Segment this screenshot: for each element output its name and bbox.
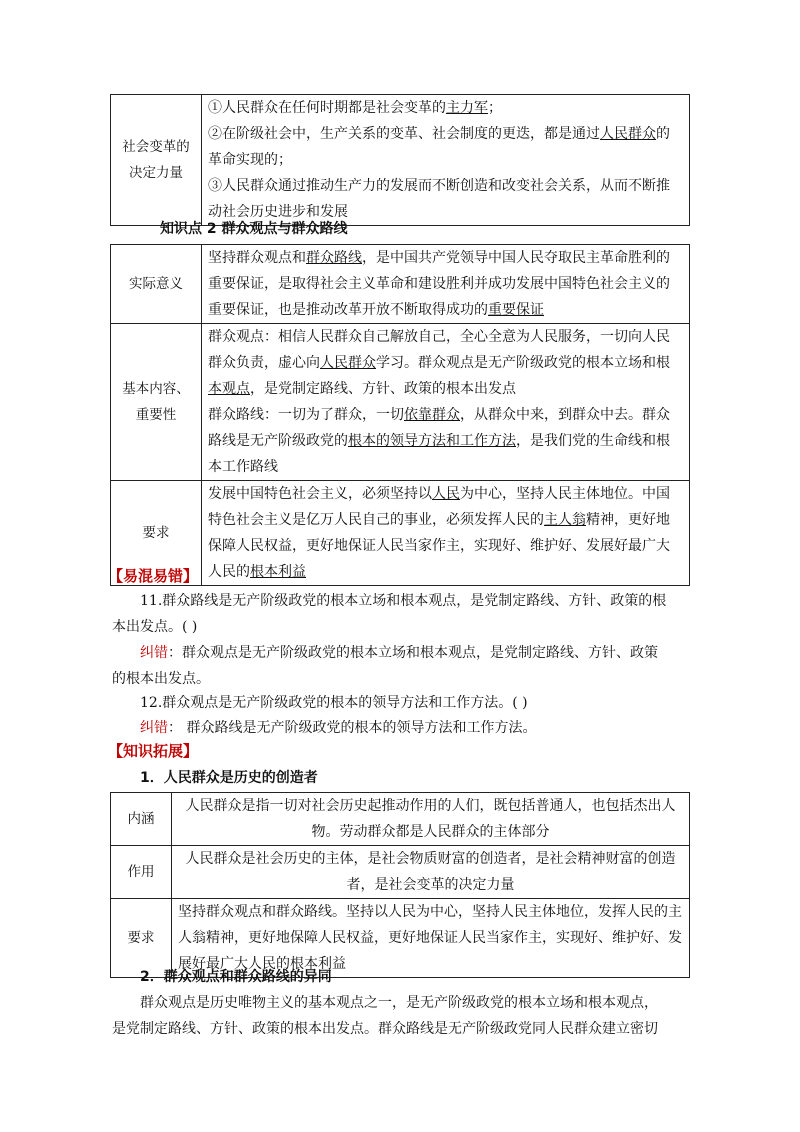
row-label: 内涵 xyxy=(111,793,172,846)
text-line: 坚持群众观点和群众路线，是中国共产党领导中国人民夺取民主革命胜利的 xyxy=(208,250,670,266)
text-line: 保障人民权益，更好地保证人民当家作主，实现好、维护好、发展好最广大 xyxy=(208,538,670,554)
row-label: 基本内容、 重要性 xyxy=(111,324,202,481)
text-line: 人民的根本利益 xyxy=(208,564,306,580)
text-line: 革命实现的； xyxy=(208,152,292,168)
text-line: 人民群众是指一切对社会历史起推动作用的人们，既包括普通人，也包括杰出人 xyxy=(185,798,676,814)
table-mass-line xyxy=(110,244,690,586)
text-line: 本观点，是党制定路线、方针、政策的根本出发点 xyxy=(208,381,516,397)
final-paragraph-cont: 是党制定路线、方针、政策的根本出发点。群众路线是无产阶级政党同人民群众建立密切 xyxy=(112,1021,658,1037)
section-title: 知识点 2 群众观点与群众路线 xyxy=(160,221,348,237)
question-12: 12.群众观点是无产阶级政党的根本的领导方法和工作方法。( ) xyxy=(140,695,528,711)
table-history-creators xyxy=(110,792,690,978)
text-line: 展好最广大人民的根本利益 xyxy=(178,956,346,972)
text-line: ①人民群众在任何时期都是社会变革的主力军； xyxy=(208,100,502,116)
text-line: 重要保证，是取得社会主义革命和建设胜利并成功发展中国特色社会主义的 xyxy=(208,276,670,292)
text-line: 路线是无产阶级政党的根本的领导方法和工作方法，是我们党的生命线和根 xyxy=(208,433,670,449)
row-content xyxy=(202,245,690,324)
confuse-heading: 【易混易错】 xyxy=(108,567,199,585)
subheading-2: 2．群众观点和群众路线的异同 xyxy=(140,969,332,985)
text-line: 者，是社会变革的决定力量 xyxy=(346,877,515,893)
row-content xyxy=(202,324,690,481)
row-label: 实际意义 xyxy=(111,245,202,324)
row-content xyxy=(172,793,690,846)
fix-11-cont: 的根本出发点。 xyxy=(112,671,210,687)
text-line: 动社会历史进步和发展 xyxy=(208,204,348,220)
table-social-change xyxy=(110,94,690,226)
text-line: 本工作路线 xyxy=(208,459,278,475)
text-line: 群众路线：一切为了群众，一切依靠群众，从群众中来，到群众中去。群众 xyxy=(208,407,670,423)
text-line: 群众负责，虚心向人民群众学习。群众观点是无产阶级政党的根本立场和根 xyxy=(208,355,670,371)
text-line: 重要保证，也是推动改革开放不断取得成功的重要保证 xyxy=(208,302,544,318)
row-label: 要求 xyxy=(111,899,172,978)
text-line: 群众观点：相信人民群众自己解放自己，全心全意为人民服务，一切向人民 xyxy=(208,329,670,345)
question-11-cont: 本出发点。( ) xyxy=(112,619,198,635)
row-content xyxy=(202,95,690,226)
expand-heading: 【知识拓展】 xyxy=(108,742,199,760)
row-label: 社会变革的 决定力量 xyxy=(111,95,202,226)
text-line: 人翁精神，更好地保障人民权益，更好地保证人民当家作主，实现好、维护好、发 xyxy=(178,930,682,946)
row-content xyxy=(172,846,690,899)
text-line: 特色社会主义是亿万人民自己的事业，必须发挥人民的主人翁精神，更好地 xyxy=(208,512,670,528)
text-line: 发展中国特色社会主义，必须坚持以人民为中心，坚持人民主体地位。中国 xyxy=(208,486,670,502)
final-paragraph: 群众观点是历史唯物主义的基本观点之一，是无产阶级政党的根本立场和根本观点， xyxy=(140,995,658,1011)
text-line: 物。劳动群众都是人民群众的主体部分 xyxy=(311,824,550,840)
row-label: 作用 xyxy=(111,846,172,899)
fix-12: 纠错： 群众路线是无产阶级政党的根本的领导方法和工作方法。 xyxy=(140,720,537,736)
text-line: 坚持群众观点和群众路线。坚持以人民为中心，坚持人民主体地位，发挥人民的主 xyxy=(178,904,682,920)
fix-11: 纠错：群众观点是无产阶级政党的根本立场和根本观点，是党制定路线、方针、政策 xyxy=(140,645,658,661)
question-11: 11.群众路线是无产阶级政党的根本立场和根本观点，是党制定路线、方针、政策的根 xyxy=(140,593,667,609)
text-line: ③人民群众通过推动生产力的发展而不断创造和改变社会关系，从而不断推 xyxy=(208,178,670,194)
subheading-1: 1．人民群众是历史的创造者 xyxy=(140,770,318,786)
text-line: ②在阶级社会中，生产关系的变革、社会制度的更迭，都是通过人民群众的 xyxy=(208,126,670,142)
row-content xyxy=(202,481,690,586)
row-label: 要求 xyxy=(111,481,202,586)
text-line: 人民群众是社会历史的主体，是社会物质财富的创造者，是社会精神财富的创造 xyxy=(185,851,676,867)
